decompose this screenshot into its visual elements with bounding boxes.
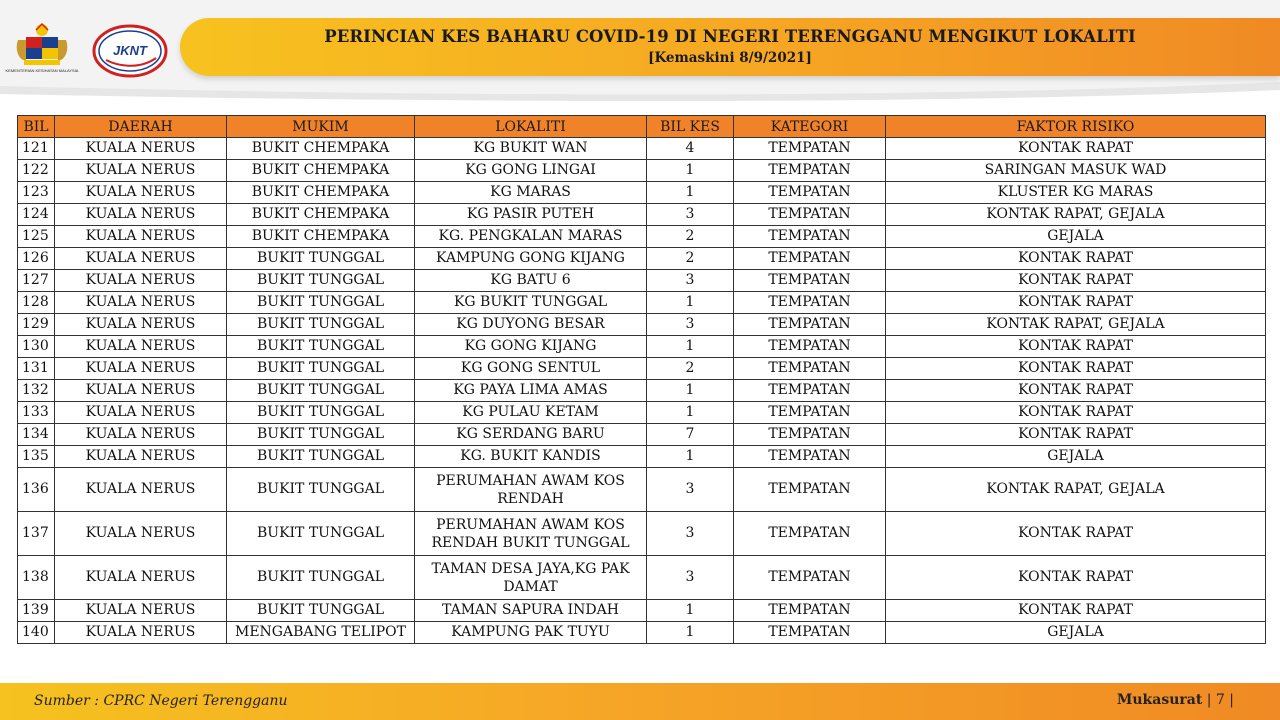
cell-lokaliti: KG. PENGKALAN MARAS: [415, 226, 647, 248]
cell-daerah: KUALA NERUS: [55, 600, 227, 622]
cell-bil: 137: [18, 512, 55, 556]
cell-bil-kes: 1: [647, 622, 734, 644]
jknt-logo: [92, 24, 168, 78]
table-row: [18, 622, 1266, 644]
cell-daerah: KUALA NERUS: [55, 204, 227, 226]
cell-bil-kes: 7: [647, 424, 734, 446]
cell-daerah: KUALA NERUS: [55, 270, 227, 292]
table-row: [18, 600, 1266, 622]
cell-bil-kes: 3: [647, 314, 734, 336]
cell-faktor-risiko: KONTAK RAPAT: [886, 402, 1266, 424]
cell-mukim: MENGABANG TELIPOT: [227, 622, 415, 644]
table-row: [18, 512, 1266, 556]
cell-daerah: KUALA NERUS: [55, 358, 227, 380]
cell-mukim: BUKIT TUNGGAL: [227, 380, 415, 402]
cell-daerah: KUALA NERUS: [55, 248, 227, 270]
table-row: [18, 556, 1266, 600]
cell-daerah: KUALA NERUS: [55, 160, 227, 182]
cell-bil-kes: 1: [647, 402, 734, 424]
cell-faktor-risiko: KLUSTER KG MARAS: [886, 182, 1266, 204]
cell-daerah: KUALA NERUS: [55, 314, 227, 336]
cell-bil: 128: [18, 292, 55, 314]
cell-kategori: TEMPATAN: [734, 358, 886, 380]
cell-faktor-risiko: KONTAK RAPAT, GEJALA: [886, 204, 1266, 226]
page-number: | 7 |: [1206, 692, 1234, 708]
cell-lokaliti: KG GONG KIJANG: [415, 336, 647, 358]
cell-daerah: KUALA NERUS: [55, 468, 227, 512]
update-date: [Kemaskini 8/9/2021]: [648, 50, 812, 66]
cell-lokaliti: PERUMAHAN AWAM KOS RENDAH BUKIT TUNGGAL: [415, 512, 647, 556]
cell-lokaliti: KG BUKIT TUNGGAL: [415, 292, 647, 314]
cell-mukim: BUKIT TUNGGAL: [227, 358, 415, 380]
cell-faktor-risiko: KONTAK RAPAT: [886, 600, 1266, 622]
cell-lokaliti: TAMAN SAPURA INDAH: [415, 600, 647, 622]
cell-lokaliti: KG PASIR PUTEH: [415, 204, 647, 226]
cell-faktor-risiko: KONTAK RAPAT, GEJALA: [886, 468, 1266, 512]
cell-lokaliti: KG BUKIT WAN: [415, 138, 647, 160]
cell-kategori: TEMPATAN: [734, 292, 886, 314]
cell-daerah: KUALA NERUS: [55, 622, 227, 644]
table-row: [18, 314, 1266, 336]
kkm-crest-logo: [5, 22, 79, 82]
table-row: [18, 424, 1266, 446]
cell-kategori: TEMPATAN: [734, 600, 886, 622]
cell-kategori: TEMPATAN: [734, 622, 886, 644]
cell-kategori: TEMPATAN: [734, 556, 886, 600]
cell-daerah: KUALA NERUS: [55, 556, 227, 600]
cell-bil: 129: [18, 314, 55, 336]
cell-kategori: TEMPATAN: [734, 248, 886, 270]
cell-mukim: BUKIT CHEMPAKA: [227, 160, 415, 182]
cell-bil: 139: [18, 600, 55, 622]
cell-mukim: BUKIT TUNGGAL: [227, 556, 415, 600]
cell-faktor-risiko: KONTAK RAPAT: [886, 424, 1266, 446]
table-row: [18, 380, 1266, 402]
cell-kategori: TEMPATAN: [734, 160, 886, 182]
cell-daerah: KUALA NERUS: [55, 182, 227, 204]
cell-faktor-risiko: KONTAK RAPAT: [886, 380, 1266, 402]
cell-bil-kes: 1: [647, 600, 734, 622]
cell-mukim: BUKIT TUNGGAL: [227, 600, 415, 622]
cell-lokaliti: KG DUYONG BESAR: [415, 314, 647, 336]
cell-kategori: TEMPATAN: [734, 204, 886, 226]
cell-mukim: BUKIT TUNGGAL: [227, 270, 415, 292]
cell-bil: 135: [18, 446, 55, 468]
cell-bil-kes: 3: [647, 556, 734, 600]
cell-kategori: TEMPATAN: [734, 226, 886, 248]
cell-bil: 123: [18, 182, 55, 204]
cell-kategori: TEMPATAN: [734, 402, 886, 424]
cell-bil: 130: [18, 336, 55, 358]
cell-bil-kes: 1: [647, 160, 734, 182]
cell-daerah: KUALA NERUS: [55, 292, 227, 314]
table-row: [18, 248, 1266, 270]
cell-daerah: KUALA NERUS: [55, 402, 227, 424]
cell-bil-kes: 4: [647, 138, 734, 160]
cell-daerah: KUALA NERUS: [55, 336, 227, 358]
cell-bil-kes: 1: [647, 182, 734, 204]
cell-faktor-risiko: KONTAK RAPAT: [886, 270, 1266, 292]
cell-faktor-risiko: KONTAK RAPAT, GEJALA: [886, 314, 1266, 336]
table-row: [18, 160, 1266, 182]
cell-bil: 125: [18, 226, 55, 248]
column-header-faktor-risiko: FAKTOR RISIKO: [886, 116, 1266, 138]
cell-mukim: BUKIT TUNGGAL: [227, 512, 415, 556]
cell-kategori: TEMPATAN: [734, 380, 886, 402]
cell-lokaliti: KG GONG LINGAI: [415, 160, 647, 182]
cell-bil-kes: 3: [647, 468, 734, 512]
cell-lokaliti: KG PAYA LIMA AMAS: [415, 380, 647, 402]
cell-mukim: BUKIT CHEMPAKA: [227, 204, 415, 226]
table-row: [18, 226, 1266, 248]
footer-bar: [0, 683, 1280, 720]
cell-bil: 136: [18, 468, 55, 512]
column-header-mukim: MUKIM: [227, 116, 415, 138]
cell-lokaliti: KG MARAS: [415, 182, 647, 204]
cell-faktor-risiko: KONTAK RAPAT: [886, 336, 1266, 358]
cell-bil-kes: 3: [647, 512, 734, 556]
cell-lokaliti: KAMPUNG GONG KIJANG: [415, 248, 647, 270]
cell-mukim: BUKIT CHEMPAKA: [227, 226, 415, 248]
cell-bil-kes: 3: [647, 270, 734, 292]
cell-bil: 121: [18, 138, 55, 160]
cell-bil: 124: [18, 204, 55, 226]
page-label: Mukasurat: [1116, 692, 1203, 708]
cell-mukim: BUKIT TUNGGAL: [227, 314, 415, 336]
cell-bil-kes: 1: [647, 446, 734, 468]
cell-kategori: TEMPATAN: [734, 336, 886, 358]
cell-bil-kes: 2: [647, 226, 734, 248]
cell-lokaliti: TAMAN DESA JAYA,KG PAK DAMAT: [415, 556, 647, 600]
cell-faktor-risiko: KONTAK RAPAT: [886, 512, 1266, 556]
cell-mukim: BUKIT TUNGGAL: [227, 248, 415, 270]
table-header-row: [18, 116, 1266, 138]
cell-bil-kes: 1: [647, 292, 734, 314]
cell-faktor-risiko: SARINGAN MASUK WAD: [886, 160, 1266, 182]
table-row: [18, 468, 1266, 512]
cell-daerah: KUALA NERUS: [55, 424, 227, 446]
column-header-daerah: DAERAH: [55, 116, 227, 138]
page-title: PERINCIAN KES BAHARU COVID-19 DI NEGERI TERENGGANU MENGIKUT LOKALITI: [324, 27, 1136, 46]
cell-bil: 127: [18, 270, 55, 292]
cell-bil-kes: 1: [647, 380, 734, 402]
cell-faktor-risiko: GEJALA: [886, 446, 1266, 468]
cell-bil: 132: [18, 380, 55, 402]
table-row: [18, 182, 1266, 204]
cell-faktor-risiko: GEJALA: [886, 226, 1266, 248]
cell-kategori: TEMPATAN: [734, 468, 886, 512]
cell-bil: 134: [18, 424, 55, 446]
column-header-bil-kes: BIL KES: [647, 116, 734, 138]
cell-kategori: TEMPATAN: [734, 314, 886, 336]
cell-mukim: BUKIT TUNGGAL: [227, 336, 415, 358]
cell-kategori: TEMPATAN: [734, 512, 886, 556]
cell-daerah: KUALA NERUS: [55, 380, 227, 402]
cell-bil: 133: [18, 402, 55, 424]
title-banner: [180, 18, 1280, 76]
cell-faktor-risiko: KONTAK RAPAT: [886, 248, 1266, 270]
cell-lokaliti: KG. BUKIT KANDIS: [415, 446, 647, 468]
cell-bil-kes: 1: [647, 336, 734, 358]
cell-kategori: TEMPATAN: [734, 446, 886, 468]
table-row: [18, 402, 1266, 424]
column-header-lokaliti: LOKALITI: [415, 116, 647, 138]
cell-bil: 122: [18, 160, 55, 182]
cell-lokaliti: KG SERDANG BARU: [415, 424, 647, 446]
cell-kategori: TEMPATAN: [734, 182, 886, 204]
cell-lokaliti: KG GONG SENTUL: [415, 358, 647, 380]
cell-mukim: BUKIT CHEMPAKA: [227, 138, 415, 160]
cell-mukim: BUKIT CHEMPAKA: [227, 182, 415, 204]
cell-kategori: TEMPATAN: [734, 270, 886, 292]
cell-bil: 126: [18, 248, 55, 270]
table-row: [18, 270, 1266, 292]
cell-lokaliti: KG PULAU KETAM: [415, 402, 647, 424]
cell-faktor-risiko: GEJALA: [886, 622, 1266, 644]
column-header-kategori: KATEGORI: [734, 116, 886, 138]
cell-daerah: KUALA NERUS: [55, 446, 227, 468]
cell-mukim: BUKIT TUNGGAL: [227, 402, 415, 424]
cell-faktor-risiko: KONTAK RAPAT: [886, 556, 1266, 600]
table-row: [18, 446, 1266, 468]
cell-lokaliti: PERUMAHAN AWAM KOS RENDAH: [415, 468, 647, 512]
cell-bil-kes: 3: [647, 204, 734, 226]
cell-bil: 131: [18, 358, 55, 380]
source-note: Sumber : CPRC Negeri Terengganu: [34, 693, 288, 709]
cell-kategori: TEMPATAN: [734, 424, 886, 446]
table-row: [18, 336, 1266, 358]
cell-bil: 140: [18, 622, 55, 644]
cell-faktor-risiko: KONTAK RAPAT: [886, 292, 1266, 314]
cell-faktor-risiko: KONTAK RAPAT: [886, 138, 1266, 160]
page-indicator: [1117, 692, 1234, 708]
cell-daerah: KUALA NERUS: [55, 226, 227, 248]
table-row: [18, 204, 1266, 226]
cell-bil: 138: [18, 556, 55, 600]
cell-daerah: KUALA NERUS: [55, 138, 227, 160]
cell-mukim: BUKIT TUNGGAL: [227, 468, 415, 512]
cell-mukim: BUKIT TUNGGAL: [227, 424, 415, 446]
cell-kategori: TEMPATAN: [734, 138, 886, 160]
table-row: [18, 358, 1266, 380]
table-row: [18, 292, 1266, 314]
cell-mukim: BUKIT TUNGGAL: [227, 446, 415, 468]
kkm-logo-caption: KEMENTERIAN KESIHATAN MALAYSIA: [5, 68, 79, 73]
cell-bil-kes: 2: [647, 358, 734, 380]
cell-bil-kes: 2: [647, 248, 734, 270]
cell-faktor-risiko: KONTAK RAPAT: [886, 358, 1266, 380]
cases-table: [17, 115, 1266, 644]
jknt-logo-text: JKNT: [113, 43, 147, 58]
cell-daerah: KUALA NERUS: [55, 512, 227, 556]
table-row: [18, 138, 1266, 160]
header-logos: [5, 20, 170, 82]
cell-lokaliti: KAMPUNG PAK TUYU: [415, 622, 647, 644]
cell-lokaliti: KG BATU 6: [415, 270, 647, 292]
column-header-bil: BIL: [18, 116, 55, 138]
cell-mukim: BUKIT TUNGGAL: [227, 292, 415, 314]
